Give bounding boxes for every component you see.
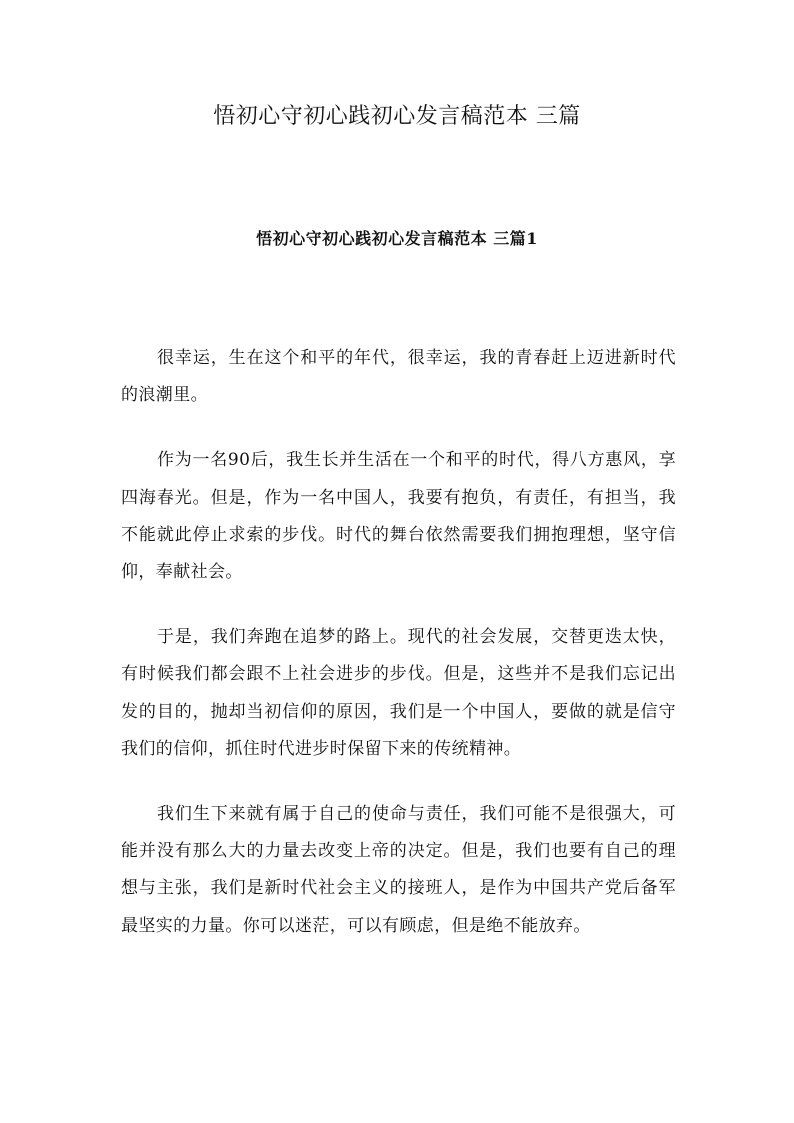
document-body (121, 340, 676, 945)
paragraph: 于是，我们奔跑在追梦的路上。现代的社会发展，交替更迭太快，有时候我们都会跟不上社会进步的步伐。但是，这些并不是我们忘记出发的目的，抛却当初信仰的原因，我们是一个中国人，要做的就是信守我们的信仰，抓住时代进步时保留下来的传统精神。 (121, 627, 676, 759)
document-title: 悟初心守初心践初心发言稿范本 三篇 (213, 104, 581, 129)
section-heading: 悟初心守初心践初心发言稿范本 三篇1 (256, 229, 538, 248)
paragraph: 作为一名90后，我生长并生活在一个和平的时代，得八方惠风，享四海春光。但是，作为一名中国人，我要有抱负，有责任，有担当，我不能就此停止求索的步伐。时代的舞台依然需要我们拥抱理想，坚守信仰，奉献社会。 (121, 450, 676, 583)
paragraph: 很幸运，生在这个和平的年代，很幸运，我的青春赶上迈进新时代的浪潮里。 (121, 348, 676, 406)
paragraph: 我们生下来就有属于自己的使命与责任，我们可能不是很强大，可能并没有那么大的力量去改变上帝的决定。但是，我们也要有自己的理想与主张，我们是新时代社会主义的接班人，是作为中国共产党后备军最坚实的力量。你可以迷茫，可以有顾虑，但是绝不能放弃。 (121, 804, 676, 936)
